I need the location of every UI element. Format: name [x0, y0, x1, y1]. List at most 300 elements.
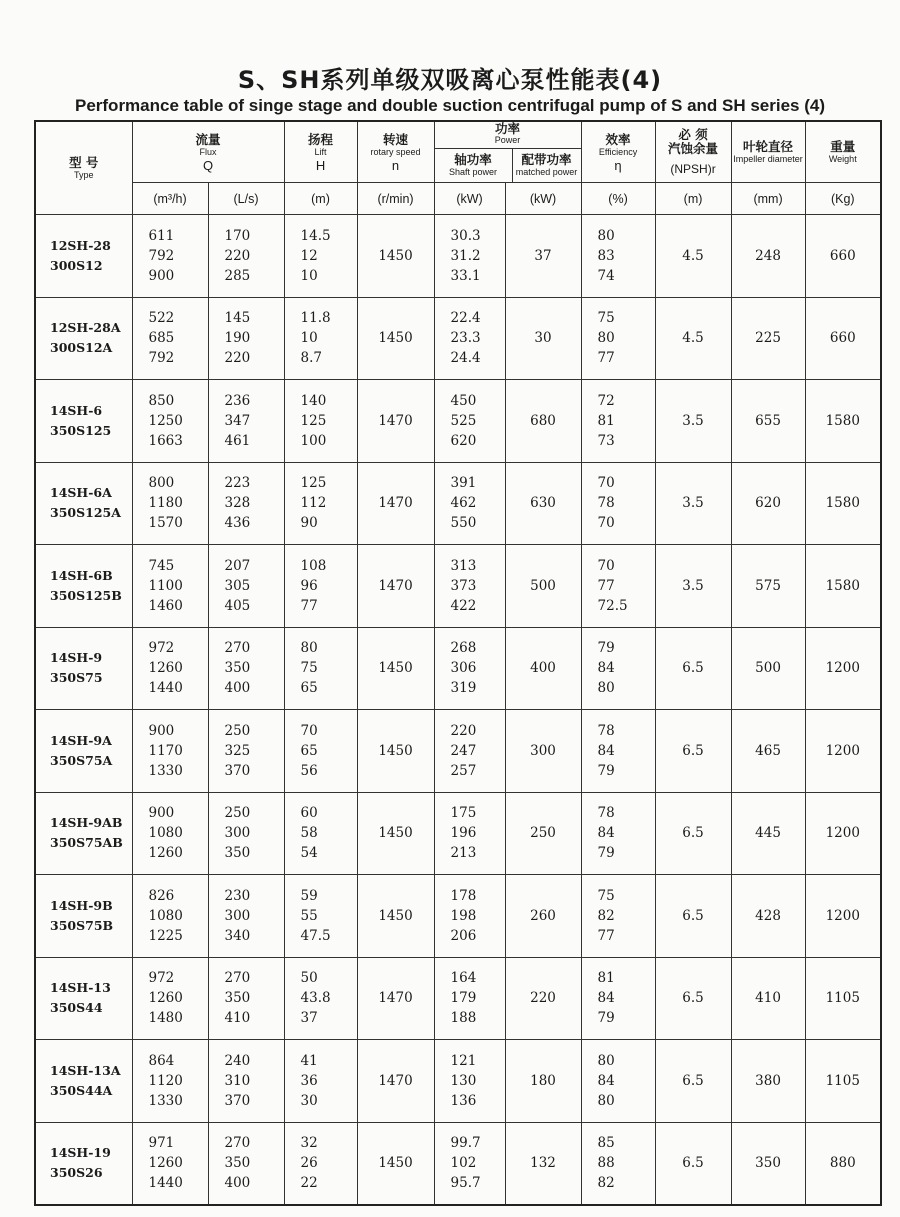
flux-m3h-cell: [132, 215, 208, 298]
efficiency-value: 70: [597, 515, 615, 532]
unit-efficiency: (%): [581, 183, 655, 215]
table-row: [35, 792, 881, 875]
lift-value: 43.8: [300, 990, 331, 1007]
weight-cell: 660: [805, 215, 881, 298]
npsh-cell: 4.5: [655, 215, 731, 298]
model-value: 350S44A: [50, 1082, 113, 1098]
flux-m3h-cell: [132, 792, 208, 875]
flux-ls-value: 220: [224, 247, 251, 264]
impeller-cell: 445: [731, 792, 805, 875]
model-value: 14SH-6A: [50, 485, 112, 501]
shaft-power-cell: [434, 875, 505, 958]
flux-m3h-value: 1480: [148, 1010, 183, 1027]
flux-m3h-cell: [132, 297, 208, 380]
model-cell: [35, 215, 132, 298]
shaft-power-value: 213: [450, 845, 477, 862]
lift-cell: [284, 215, 357, 298]
shaft-power-value: 319: [450, 680, 477, 697]
model-value: 350S26: [50, 1165, 103, 1180]
flux-m3h-value: 1570: [148, 515, 183, 532]
speed-cell: 1450: [357, 1122, 434, 1205]
efficiency-value: 78: [597, 805, 615, 822]
lift-value: 55: [300, 907, 318, 924]
efficiency-value: 84: [597, 825, 615, 842]
speed-cell: 1450: [357, 792, 434, 875]
lift-value: 108: [300, 557, 327, 574]
flux-ls-value: 220: [224, 350, 251, 367]
flux-ls-value: 270: [224, 1135, 251, 1151]
header-impeller: [731, 121, 805, 183]
flux-m3h-value: 1260: [148, 845, 183, 862]
efficiency-value: 83: [597, 247, 615, 264]
table-row: [35, 380, 881, 463]
flux-ls-value: 370: [224, 762, 251, 779]
lift-cell: [284, 1122, 357, 1205]
npsh-cell: 6.5: [655, 1122, 731, 1205]
efficiency-cell: [581, 545, 655, 628]
shaft-power-value: 220: [450, 722, 477, 739]
header-lift-en: Lift: [314, 146, 327, 157]
efficiency-value: 75: [597, 887, 615, 904]
model-value: 14SH-9A: [50, 732, 112, 748]
header-speed-en: rotary speed: [370, 146, 421, 157]
shaft-power-value: 179: [450, 990, 477, 1007]
flux-ls-cell: [208, 545, 284, 628]
lift-value: 77: [300, 597, 318, 614]
flux-ls-value: 230: [224, 887, 251, 904]
model-cell: [35, 297, 132, 380]
flux-ls-cell: [208, 462, 284, 545]
weight-cell: 1580: [805, 462, 881, 545]
unit-npsh: (m): [655, 183, 731, 215]
table-row: [35, 1040, 881, 1123]
weight-cell: 1200: [805, 792, 881, 875]
flux-m3h-value: 1460: [148, 597, 183, 614]
flux-m3h-value: 745: [148, 557, 175, 574]
lift-value: 37: [300, 1010, 318, 1027]
header-npsh: [655, 121, 731, 183]
shaft-power-value: 525: [450, 412, 477, 429]
shaft-power-cell: [434, 215, 505, 298]
flux-m3h-value: 1260: [148, 990, 183, 1007]
efficiency-value: 70: [597, 475, 615, 492]
matched-power-cell: 400: [505, 627, 581, 710]
lift-cell: [284, 627, 357, 710]
flux-ls-value: 250: [224, 805, 251, 822]
efficiency-value: 79: [597, 845, 615, 862]
header-row: [35, 121, 881, 183]
flux-m3h-value: 1100: [148, 577, 183, 594]
shaft-power-value: 23.3: [450, 330, 481, 347]
lift-value: 47.5: [300, 927, 331, 944]
lift-value: 96: [300, 577, 318, 594]
matched-power-cell: 300: [505, 710, 581, 793]
lift-value: 14.5: [300, 227, 331, 244]
speed-cell: 1450: [357, 627, 434, 710]
efficiency-value: 79: [597, 762, 615, 779]
shaft-power-cell: [434, 957, 505, 1040]
efficiency-value: 77: [597, 350, 615, 367]
shaft-power-value: 188: [450, 1010, 477, 1027]
lift-cell: [284, 462, 357, 545]
flux-m3h-value: 1080: [148, 825, 183, 842]
flux-ls-value: 370: [224, 1092, 251, 1109]
table-row: [35, 1122, 881, 1205]
flux-ls-cell: [208, 710, 284, 793]
performance-table: [34, 120, 882, 1206]
flux-m3h-value: 900: [148, 805, 175, 822]
model-value: 350S75AB: [50, 835, 123, 851]
efficiency-value: 80: [597, 227, 615, 244]
header-flux-en: Flux: [199, 146, 217, 157]
shaft-power-value: 391: [450, 475, 477, 492]
header-power-zh: 功率: [495, 121, 521, 136]
efficiency-cell: [581, 875, 655, 958]
impeller-cell: 575: [731, 545, 805, 628]
model-cell: [35, 1040, 132, 1123]
weight-cell: 1105: [805, 957, 881, 1040]
shaft-power-value: 95.7: [450, 1175, 481, 1191]
matched-power-cell: 250: [505, 792, 581, 875]
impeller-cell: 465: [731, 710, 805, 793]
flux-m3h-value: 792: [148, 350, 175, 367]
matched-power-cell: 220: [505, 957, 581, 1040]
unit-flux-ls: (L/s): [208, 183, 284, 215]
flux-ls-value: 410: [224, 1010, 251, 1027]
weight-cell: 1200: [805, 627, 881, 710]
unit-impeller: (mm): [731, 183, 805, 215]
lift-value: 8.7: [300, 350, 322, 367]
flux-ls-value: 325: [224, 742, 251, 759]
flux-ls-cell: [208, 215, 284, 298]
flux-m3h-value: 1260: [148, 660, 183, 677]
flux-m3h-cell: [132, 545, 208, 628]
table-row: [35, 710, 881, 793]
flux-ls-value: 400: [224, 1175, 251, 1191]
efficiency-value: 80: [597, 1092, 615, 1109]
lift-value: 10: [300, 330, 318, 347]
weight-cell: 1200: [805, 875, 881, 958]
flux-m3h-value: 1440: [148, 1175, 183, 1191]
flux-m3h-value: 522: [148, 310, 175, 327]
table-row: [35, 215, 881, 298]
lift-value: 58: [300, 825, 318, 842]
model-value: 14SH-6: [50, 402, 103, 418]
model-value: 300S12A: [50, 340, 113, 356]
flux-m3h-value: 1663: [148, 432, 183, 449]
model-value: 350S44: [50, 1000, 103, 1016]
header-speed-symbol: n: [391, 157, 400, 173]
flux-m3h-value: 1330: [148, 1092, 183, 1109]
flux-m3h-value: 972: [148, 640, 175, 657]
speed-cell: 1450: [357, 215, 434, 298]
header-type-en: Type: [73, 170, 94, 180]
npsh-cell: 6.5: [655, 710, 731, 793]
lift-value: 112: [300, 495, 327, 512]
flux-ls-value: 305: [224, 577, 251, 594]
table-row: [35, 462, 881, 545]
weight-cell: 1105: [805, 1040, 881, 1123]
shaft-power-value: 175: [450, 805, 477, 822]
npsh-cell: 6.5: [655, 627, 731, 710]
header-flux-symbol: Q: [202, 157, 214, 173]
efficiency-value: 70: [597, 557, 615, 574]
speed-cell: 1450: [357, 297, 434, 380]
matched-power-cell: 180: [505, 1040, 581, 1123]
model-value: 12SH-28A: [50, 320, 121, 336]
header-type: [35, 121, 132, 215]
efficiency-value: 73: [597, 432, 615, 449]
efficiency-cell: [581, 627, 655, 710]
lift-value: 36: [300, 1072, 318, 1089]
flux-m3h-value: 900: [148, 267, 175, 284]
flux-ls-value: 170: [224, 227, 251, 244]
header-lift-symbol: H: [315, 157, 326, 173]
efficiency-value: 75: [597, 310, 615, 327]
flux-ls-value: 350: [224, 660, 251, 677]
shaft-power-value: 164: [450, 970, 477, 987]
shaft-power-value: 313: [450, 557, 477, 574]
unit-lift: (m): [284, 183, 357, 215]
flux-ls-value: 350: [224, 990, 251, 1007]
flux-ls-cell: [208, 1040, 284, 1123]
shaft-power-value: 206: [450, 927, 477, 944]
model-cell: [35, 1122, 132, 1205]
flux-ls-value: 145: [224, 310, 251, 327]
shaft-power-cell: [434, 462, 505, 545]
impeller-cell: 620: [731, 462, 805, 545]
efficiency-cell: [581, 792, 655, 875]
lift-value: 41: [300, 1052, 318, 1069]
npsh-cell: 6.5: [655, 1040, 731, 1123]
efficiency-value: 81: [597, 970, 615, 987]
table-body: [35, 215, 881, 1205]
efficiency-value: 77: [597, 927, 615, 944]
shaft-power-cell: [434, 1122, 505, 1205]
flux-ls-value: 285: [224, 267, 251, 284]
shaft-power-value: 462: [450, 495, 477, 512]
header-speed: [357, 121, 434, 183]
efficiency-cell: [581, 380, 655, 463]
model-value: 350S75B: [50, 917, 114, 933]
speed-cell: 1470: [357, 957, 434, 1040]
flux-m3h-cell: [132, 627, 208, 710]
shaft-power-value: 24.4: [450, 350, 481, 367]
lift-cell: [284, 875, 357, 958]
header-weight-en: Weight: [828, 154, 857, 164]
table-row: [35, 875, 881, 958]
table-row: [35, 627, 881, 710]
efficiency-value: 80: [597, 330, 615, 347]
npsh-cell: 3.5: [655, 380, 731, 463]
header-eff-zh: 效率: [605, 131, 631, 147]
efficiency-value: 80: [597, 680, 615, 697]
flux-ls-value: 347: [224, 412, 251, 429]
matched-power-cell: 680: [505, 380, 581, 463]
header-power: [434, 121, 581, 183]
shaft-power-value: 373: [450, 577, 477, 594]
lift-cell: [284, 1040, 357, 1123]
table-row: [35, 957, 881, 1040]
shaft-power-cell: [434, 297, 505, 380]
efficiency-cell: [581, 1122, 655, 1205]
speed-cell: 1470: [357, 1040, 434, 1123]
shaft-power-value: 306: [450, 660, 477, 677]
npsh-cell: 6.5: [655, 957, 731, 1040]
npsh-cell: 6.5: [655, 875, 731, 958]
header-type-zh: 型 号: [69, 155, 99, 170]
shaft-power-cell: [434, 545, 505, 628]
model-cell: [35, 957, 132, 1040]
speed-cell: 1470: [357, 545, 434, 628]
efficiency-value: 77: [597, 577, 615, 594]
shaft-power-value: 550: [450, 515, 477, 532]
flux-m3h-value: 792: [148, 247, 175, 264]
flux-ls-value: 270: [224, 640, 251, 657]
flux-m3h-cell: [132, 462, 208, 545]
speed-cell: 1450: [357, 875, 434, 958]
lift-value: 50: [300, 970, 318, 987]
lift-cell: [284, 792, 357, 875]
flux-m3h-value: 1170: [148, 742, 183, 759]
flux-ls-value: 400: [224, 680, 251, 697]
lift-value: 22: [300, 1175, 318, 1191]
efficiency-value: 88: [597, 1155, 615, 1171]
flux-m3h-value: 850: [148, 392, 175, 409]
shaft-power-value: 422: [450, 597, 477, 614]
shaft-power-value: 247: [450, 742, 477, 759]
flux-ls-cell: [208, 1122, 284, 1205]
efficiency-value: 72.5: [597, 597, 628, 614]
lift-value: 65: [300, 680, 318, 697]
efficiency-value: 79: [597, 1010, 615, 1027]
flux-m3h-value: 972: [148, 970, 175, 987]
flux-ls-cell: [208, 957, 284, 1040]
lift-value: 59: [300, 887, 318, 904]
model-value: 14SH-13A: [50, 1062, 121, 1078]
flux-ls-value: 300: [224, 825, 251, 842]
lift-value: 30: [300, 1092, 318, 1109]
flux-ls-value: 270: [224, 970, 251, 987]
model-cell: [35, 545, 132, 628]
weight-cell: 660: [805, 297, 881, 380]
header-npsh-symbol: (NPSH)r: [670, 161, 716, 176]
impeller-cell: 428: [731, 875, 805, 958]
lift-value: 80: [300, 640, 318, 657]
impeller-cell: 350: [731, 1122, 805, 1205]
model-value: 350S75: [50, 670, 103, 686]
table-row: [35, 545, 881, 628]
title-chinese: S、SH系列单级双吸离心泵性能表(4): [237, 66, 663, 94]
flux-ls-cell: [208, 875, 284, 958]
efficiency-value: 74: [597, 267, 615, 284]
shaft-power-cell: [434, 792, 505, 875]
efficiency-value: 82: [597, 1175, 615, 1191]
flux-ls-value: 236: [224, 392, 251, 409]
flux-m3h-value: 971: [148, 1135, 175, 1151]
lift-value: 90: [300, 515, 318, 532]
speed-cell: 1470: [357, 462, 434, 545]
flux-m3h-cell: [132, 1122, 208, 1205]
header-matched-en: matched power: [515, 167, 578, 177]
flux-ls-value: 340: [224, 927, 251, 944]
flux-ls-value: 207: [224, 557, 251, 574]
flux-ls-value: 328: [224, 495, 251, 512]
flux-ls-value: 350: [224, 1155, 251, 1171]
flux-m3h-cell: [132, 875, 208, 958]
unit-shaft: (kW): [434, 183, 505, 215]
lift-value: 26: [300, 1155, 318, 1171]
flux-ls-value: 223: [224, 475, 251, 492]
npsh-cell: 6.5: [655, 792, 731, 875]
matched-power-cell: 30: [505, 297, 581, 380]
model-value: 350S125A: [50, 505, 121, 521]
flux-m3h-value: 685: [148, 330, 175, 347]
title-english: Performance table of singe stage and double suction centrifugal pump of S and SH series (4): [74, 96, 826, 115]
shaft-power-value: 136: [450, 1092, 477, 1109]
flux-ls-value: 461: [224, 432, 251, 449]
weight-cell: 1580: [805, 545, 881, 628]
npsh-cell: 3.5: [655, 462, 731, 545]
flux-ls-value: 250: [224, 722, 251, 739]
shaft-power-cell: [434, 1040, 505, 1123]
flux-ls-value: 190: [224, 330, 251, 347]
efficiency-value: 72: [597, 392, 615, 409]
unit-flux-m3h: (m³/h): [132, 183, 208, 215]
header-npsh-zh: 必 须 汽蚀余量: [668, 126, 719, 156]
flux-m3h-value: 1080: [148, 907, 183, 924]
shaft-power-value: 198: [450, 907, 477, 924]
model-cell: [35, 710, 132, 793]
matched-power-cell: 132: [505, 1122, 581, 1205]
model-value: 12SH-28: [50, 237, 111, 253]
model-value: 14SH-13: [50, 980, 111, 996]
header-speed-zh: 转速: [383, 131, 409, 147]
matched-power-cell: 630: [505, 462, 581, 545]
header-flux-zh: 流量: [195, 131, 221, 147]
shaft-power-cell: [434, 380, 505, 463]
flux-ls-cell: [208, 792, 284, 875]
matched-power-cell: 37: [505, 215, 581, 298]
lift-value: 65: [300, 742, 318, 759]
shaft-power-value: 450: [450, 392, 477, 409]
efficiency-value: 81: [597, 412, 615, 429]
efficiency-cell: [581, 1040, 655, 1123]
efficiency-value: 78: [597, 495, 615, 512]
model-cell: [35, 792, 132, 875]
unit-weight: (Kg): [805, 183, 881, 215]
flux-m3h-value: 864: [148, 1052, 175, 1069]
model-value: 14SH-9B: [50, 897, 113, 913]
shaft-power-value: 268: [450, 640, 477, 657]
flux-ls-cell: [208, 627, 284, 710]
efficiency-value: 78: [597, 722, 615, 739]
unit-row: [35, 183, 881, 215]
header-lift-zh: 扬程: [308, 131, 334, 147]
header-weight: [805, 121, 881, 183]
lift-value: 70: [300, 722, 318, 739]
model-value: 350S125: [50, 422, 112, 438]
efficiency-value: 84: [597, 990, 615, 1007]
header-flux: [132, 121, 284, 183]
shaft-power-value: 121: [450, 1052, 477, 1069]
flux-ls-value: 350: [224, 845, 251, 862]
shaft-power-value: 102: [450, 1155, 477, 1171]
model-value: 300S12: [50, 257, 103, 273]
flux-ls-value: 300: [224, 907, 251, 924]
efficiency-value: 84: [597, 742, 615, 759]
flux-ls-cell: [208, 297, 284, 380]
